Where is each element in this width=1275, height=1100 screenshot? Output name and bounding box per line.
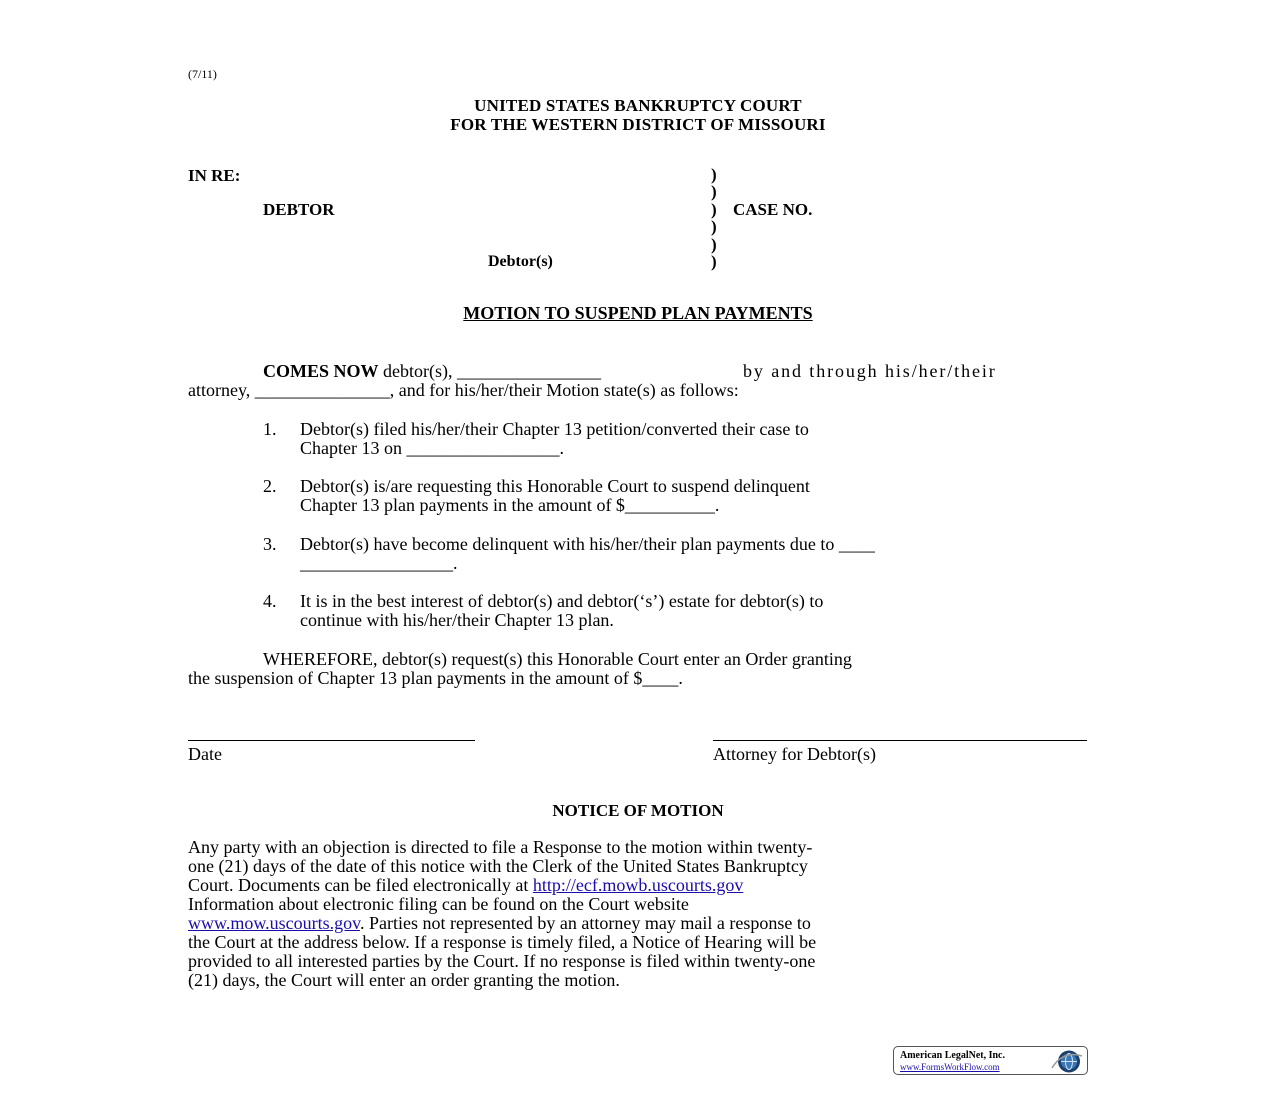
item-line: Debtor(s) filed his/her/their Chapter 13 petition/converted their case to — [300, 419, 809, 439]
form-revision: (7/11) — [188, 67, 217, 81]
item-line: It is in the best interest of debtor(s) and debtor(‘s’) estate for debtor(s) to — [300, 591, 824, 611]
caption-parens: ) ) ) ) ) ) — [711, 165, 717, 272]
notice-line: Any party with an objection is directed to file a Response to the motion within twenty- — [188, 837, 813, 857]
notice-text: Court. Documents can be filed electronically at — [188, 875, 533, 895]
item-number: 1. — [263, 419, 277, 439]
notice-line — [188, 876, 743, 895]
intro-line-1 — [263, 362, 601, 381]
intro-through: by and through his/her/their — [743, 361, 997, 381]
item-number: 4. — [263, 591, 277, 611]
item-line: continue with his/her/their Chapter 13 plan. — [300, 610, 614, 630]
item-line: _________________. — [300, 553, 458, 573]
globe-icon — [1049, 1048, 1085, 1075]
notice-line: Information about electronic filing can be found on the Court website — [188, 894, 689, 914]
notice-line — [188, 914, 811, 933]
motion-title: MOTION TO SUSPEND PLAN PAYMENTS — [463, 303, 813, 323]
intro-debtors-blank: debtor(s), ________________ — [378, 361, 601, 381]
comes-now: COMES NOW — [263, 361, 379, 381]
in-re-label: IN RE: — [188, 166, 241, 185]
notice-text: . Parties not represented by an attorney may mail a response to — [359, 913, 811, 933]
ecf-link[interactable]: http://ecf.mowb.uscourts.gov — [532, 875, 744, 895]
court-name: UNITED STATES BANKRUPTCY COURT — [474, 96, 802, 115]
item-line: Debtor(s) is/are requesting this Honorable Court to suspend delinquent — [300, 476, 810, 496]
wherefore-line-2: the suspension of Chapter 13 plan payments in the amount of $____. — [188, 668, 683, 688]
logo-name: American LegalNet, Inc. — [900, 1050, 1005, 1061]
notice-title: NOTICE OF MOTION — [552, 801, 724, 820]
item-number: 3. — [263, 534, 277, 554]
debtors-label: Debtor(s) — [488, 253, 553, 270]
item-line: Chapter 13 on _________________. — [300, 438, 564, 458]
logo-url[interactable]: www.FormsWorkFlow.com — [900, 1062, 1000, 1072]
debtor-label: DEBTOR — [263, 200, 335, 219]
item-line: Chapter 13 plan payments in the amount of $__________. — [300, 495, 720, 515]
date-signature-line — [188, 740, 475, 741]
notice-line: provided to all interested parties by the Court. If no response is filed within twenty-one — [188, 951, 816, 971]
wherefore-line-1: WHEREFORE, debtor(s) request(s) this Honorable Court enter an Order granting — [263, 649, 852, 669]
item-number: 2. — [263, 476, 277, 496]
american-legalnet-logo[interactable] — [893, 1046, 1088, 1075]
date-label: Date — [188, 744, 222, 764]
notice-line: (21) days, the Court will enter an order granting the motion. — [188, 970, 620, 990]
attorney-signature-line — [713, 740, 1087, 741]
attorney-label: Attorney for Debtor(s) — [713, 744, 876, 764]
notice-line: the Court at the address below. If a response is timely filed, a Notice of Hearing will be — [188, 932, 817, 952]
case-number-label: CASE NO. — [733, 200, 813, 219]
notice-line: one (21) days of the date of this notice with the Clerk of the United States Bankruptcy — [188, 856, 808, 876]
court-website-link[interactable]: www.mow.uscourts.gov — [188, 913, 360, 933]
item-line: Debtor(s) have become delinquent with his/her/their plan payments due to ____ — [300, 534, 875, 554]
intro-line-2: attorney, _______________, and for his/her/their Motion state(s) as follows: — [188, 380, 739, 400]
court-district: FOR THE WESTERN DISTRICT OF MISSOURI — [450, 115, 826, 134]
